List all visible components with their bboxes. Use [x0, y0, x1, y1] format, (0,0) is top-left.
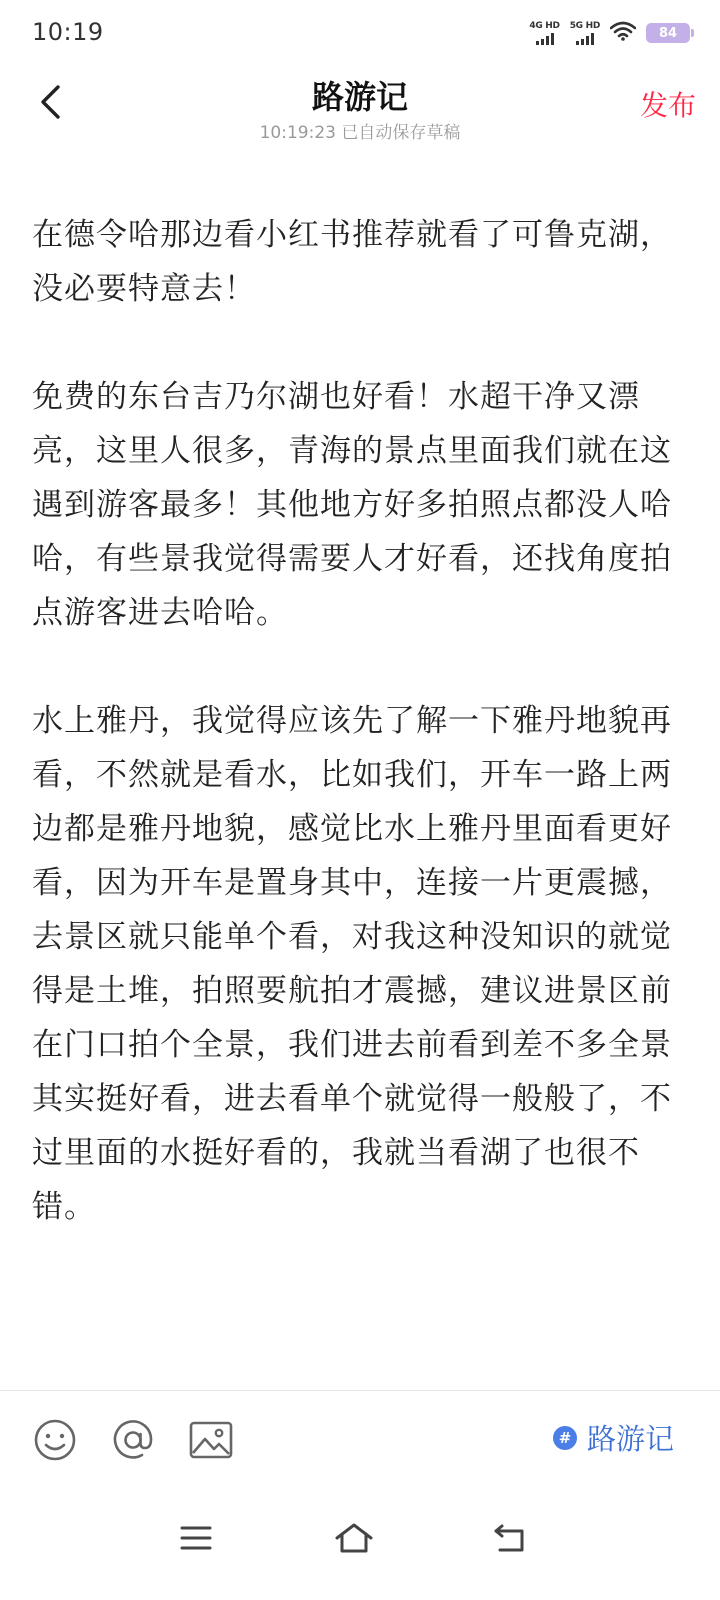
hashtag-icon: # [553, 1426, 577, 1450]
signal-4g-icon [529, 22, 559, 45]
battery-icon: 84 [646, 23, 690, 43]
body-paragraph: 水上雅丹，我觉得应该先了解一下雅丹地貌再看，不然就是看水，比如我们，开车一路上两边都是雅丹地貌，感觉比水上雅丹里面看更好看，因为开车是置身其中，连接一片更震撼，去景区就只能单个看，对我这种没知识的就觉得是土堆，拍照要航拍才震撼，建议进景区前在门口拍个全景，我们进去前看到差不多全景其实挺好看，进去看单个就觉得一般般了，不过里面的水挺好看的，我就当看湖了也很不错。 [32, 703, 672, 1225]
publish-button[interactable]: 发布 [640, 84, 696, 124]
at-icon [110, 1417, 156, 1463]
network-label-2: 5G HD [569, 20, 600, 31]
return-button[interactable] [482, 1510, 538, 1566]
emoji-icon [33, 1418, 77, 1462]
header [0, 70, 720, 150]
menu-icon [179, 1524, 213, 1552]
topic-tag-button[interactable] [553, 1417, 674, 1458]
return-icon [492, 1522, 528, 1554]
navigation-bar [0, 1492, 720, 1600]
image-icon [188, 1419, 234, 1461]
post-body-editor[interactable] [32, 208, 692, 1288]
emoji-button[interactable] [30, 1415, 80, 1465]
body-paragraph: 免费的东台吉乃尔湖也好看！水超干净又漂亮，这里人很多，青海的景点里面我们就在这遇到游客最多！其他地方好多拍照点都没人哈哈，有些景我觉得需要人才好看，还找角度拍点游客进去哈哈。 [32, 379, 672, 631]
status-icons [529, 20, 690, 46]
status-bar [0, 0, 720, 70]
home-button[interactable] [326, 1510, 382, 1566]
network-label-1: 4G HD [529, 20, 560, 31]
editor-toolbar [0, 1391, 720, 1491]
wifi-icon [610, 21, 636, 45]
image-button[interactable] [186, 1415, 236, 1465]
mention-button[interactable] [108, 1415, 158, 1465]
page-title: 路游记 [311, 78, 408, 116]
autosave-status: 10:19:23 已自动保存草稿 [259, 123, 461, 143]
home-icon [334, 1521, 374, 1555]
menu-button[interactable] [168, 1510, 224, 1566]
topic-tag-label: 路游记 [586, 1422, 674, 1456]
body-paragraph: 在德令哈那边看小红书推荐就看了可鲁克湖，没必要特意去！ [32, 217, 672, 307]
status-time: 10:19 [32, 18, 104, 46]
signal-5g-icon [570, 22, 600, 45]
